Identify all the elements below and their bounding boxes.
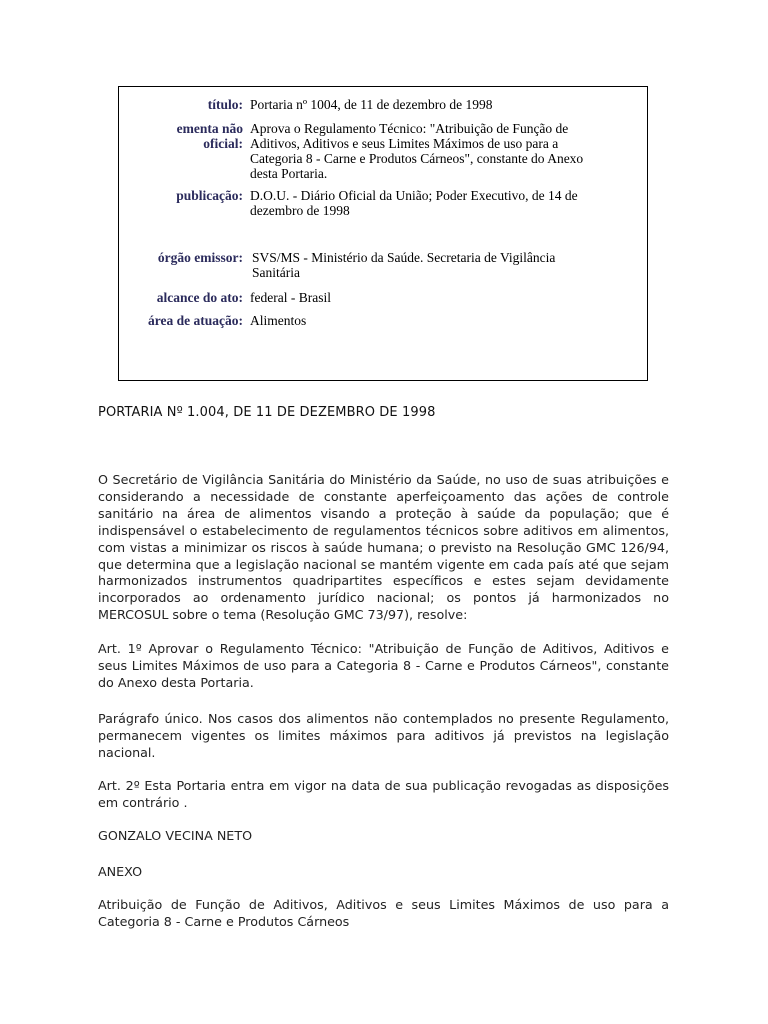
article-2-paragraph: Art. 2º Esta Portaria entra em vigor na data de sua publicação revogadas as disposições em contrário .: [98, 778, 669, 810]
paragraph-unico: Parágrafo único. Nos casos dos alimentos não contemplados no presente Regulamento, permanecem vigentes os limites máximos para aditivos já previstos na legislação nacional.: [98, 711, 669, 760]
meta-value-alcance: federal - Brasil: [250, 290, 331, 305]
document-title: PORTARIA Nº 1.004, DE 11 DE DEZEMBRO DE 1998: [98, 405, 436, 420]
annex-heading: ANEXO: [98, 864, 143, 879]
meta-label-orgao: órgão emissor:: [157, 250, 243, 265]
meta-value-area: Alimentos: [250, 313, 307, 328]
metadata-box: [118, 86, 648, 381]
meta-label-ementa: ementa não oficial:: [176, 121, 243, 151]
signatory-name: GONZALO VECINA NETO: [98, 828, 253, 843]
meta-label-titulo: título:: [207, 97, 243, 112]
meta-value-orgao: SVS/MS - Ministério da Saúde. Secretaria de Vigilância Sanitária: [252, 250, 556, 280]
meta-label-alcance: alcance do ato:: [156, 290, 243, 305]
meta-label-area: área de atuação:: [148, 313, 243, 328]
preamble-paragraph: O Secretário de Vigilância Sanitária do Ministério da Saúde, no uso de suas atribuições e considerando a necessidade de constante aperfeiçoamento das ações de controle sanitário na área de alimentos visando a proteção à saúde da população; que é indispensável o estabelecimento de regulamentos técnicos sobre aditivos em alimentos, com vistas a minimizar os riscos à saúde humana; o previsto na Resolução GMC 126/94, que determina que a legislação nacional se mantém vigente em cada país até que sejam harmonizados instrumentos quadripartites específicos e estes sejam devidamente incorporados ao ordenamento jurídico nacional; os pontos já harmonizados no MERCOSUL sobre o tema (Resolução GMC 73/97), resolve:: [98, 472, 669, 623]
article-1-paragraph: Art. 1º Aprovar o Regulamento Técnico: "Atribuição de Função de Aditivos, Aditivos e seus Limites Máximos de uso para a Categoria 8 - Carne e Produtos Cárneos", constante do Anexo desta Portaria.: [98, 641, 669, 690]
meta-label-publicacao: publicação:: [176, 188, 243, 203]
annex-title: Atribuição de Função de Aditivos, Aditivos e seus Limites Máximos de uso para a Categoria 8 - Carne e Produtos Cárneos: [98, 897, 669, 929]
meta-value-titulo: Portaria nº 1004, de 11 de dezembro de 1998: [250, 97, 493, 112]
meta-value-ementa: Aprova o Regulamento Técnico: "Atribuição de Função de Aditivos, Aditivos e seus Limites Máximos de uso para a Categoria 8 - Carne e Produtos Cárneos", constante do Anexo desta Portaria.: [250, 121, 584, 181]
meta-value-publicacao: D.O.U. - Diário Oficial da União; Poder Executivo, de 14 de dezembro de 1998: [250, 188, 578, 218]
